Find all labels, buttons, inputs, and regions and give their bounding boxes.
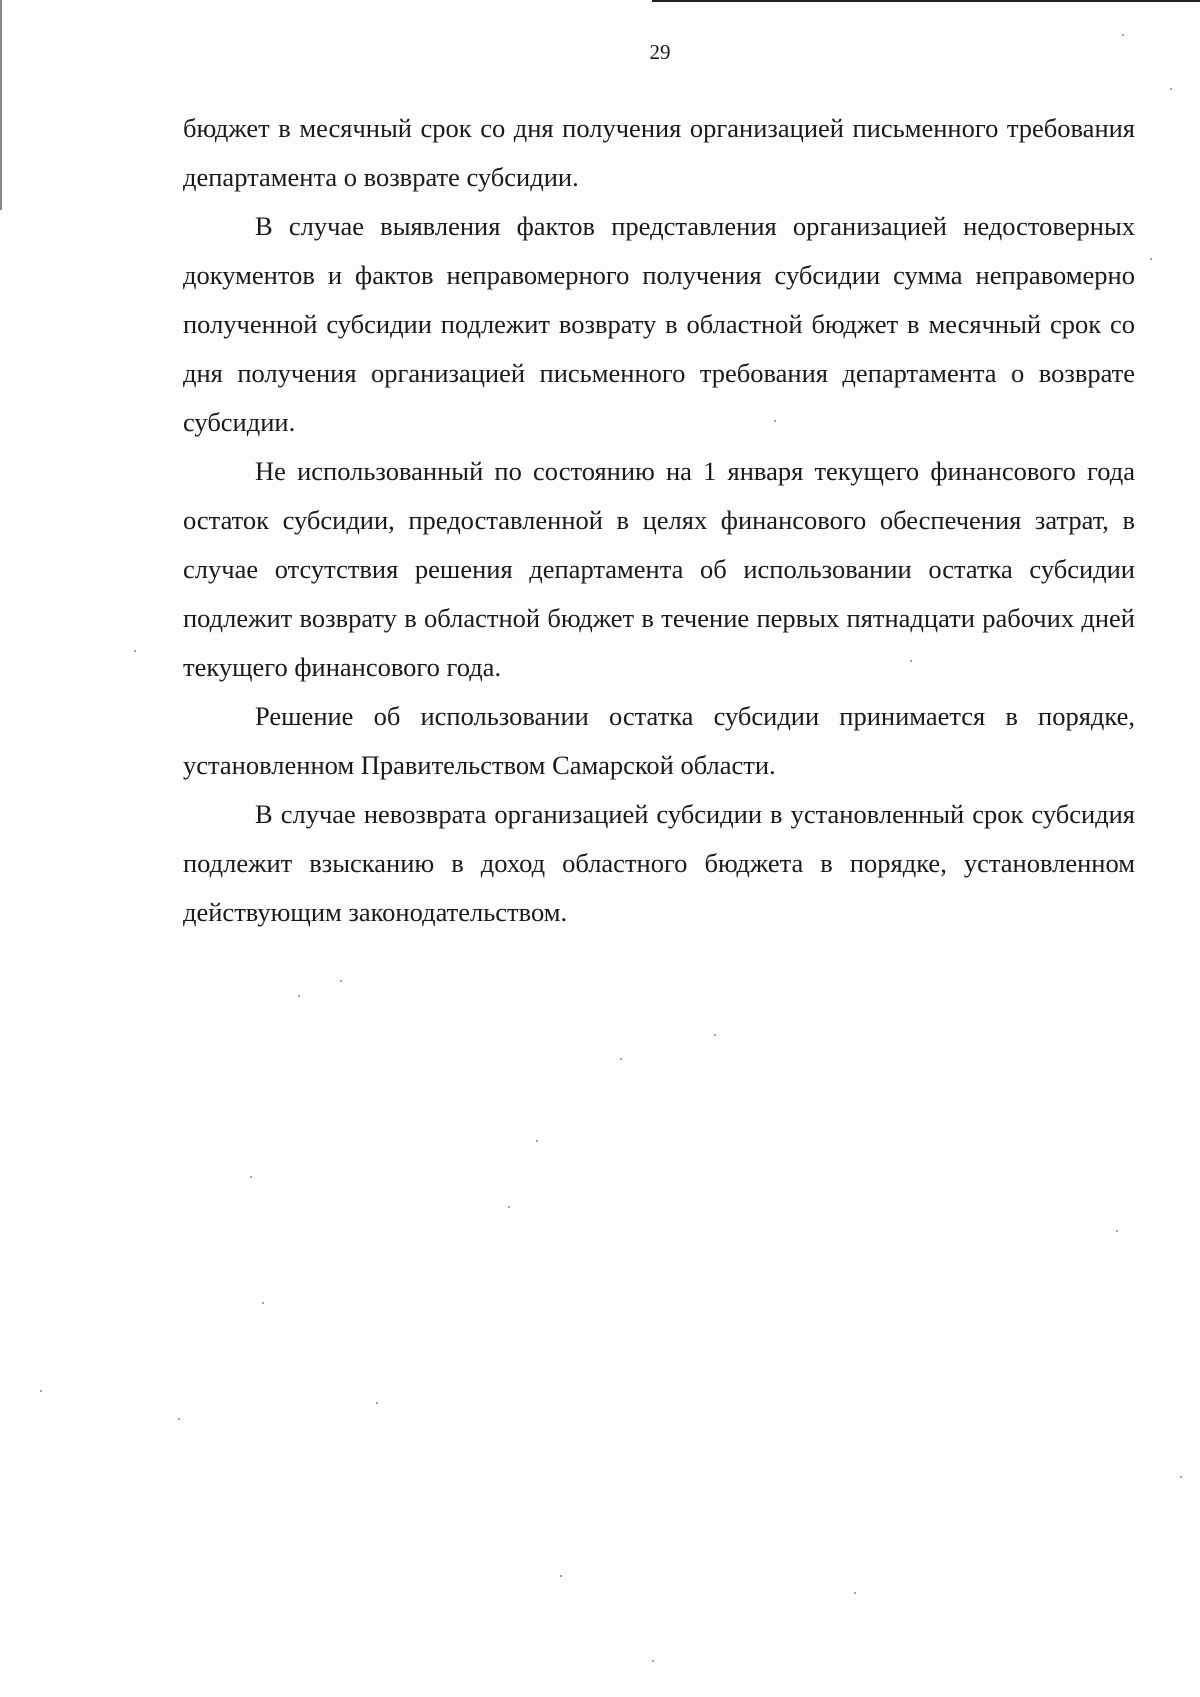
scan-speck	[536, 1140, 538, 1142]
scan-speck	[714, 1034, 716, 1036]
scan-speck	[652, 1660, 654, 1662]
scan-speck	[854, 1592, 856, 1594]
document-body	[183, 104, 1135, 937]
scan-speck	[40, 1390, 42, 1392]
page-number: 29	[649, 40, 671, 64]
scan-speck	[910, 660, 912, 662]
scan-speck	[340, 980, 342, 982]
paragraph-refund-false-documents: В случае выявления фактов представления организацией недостоверных документов и фактов неправомерного получения субсидии сумма неправомерно полученной субсидии подлежит возврату в областной бюджет в месячный срок со дня получения организацией письменного требования департамента о возврате субсидии.	[183, 211, 1135, 437]
scan-speck	[560, 1575, 562, 1577]
scan-speck	[620, 1058, 622, 1060]
paragraph-continuation: бюджет в месячный срок со дня получения организацией письменного требования департамента о возврате субсидии.	[183, 113, 1135, 192]
scan-speck	[134, 650, 136, 652]
scan-speck	[262, 1302, 264, 1304]
paragraph-non-return-recovery: В случае невозврата организацией субсидии в установленный срок субсидия подлежит взысканию в доход областного бюджета в порядке, установленном действующим законодательством.	[183, 799, 1135, 927]
scan-speck	[376, 1402, 378, 1404]
scan-left-edge	[0, 0, 2, 210]
scan-speck	[1116, 1230, 1118, 1232]
scan-speck	[1122, 34, 1124, 36]
scan-speck	[508, 1206, 510, 1208]
top-rule	[652, 0, 1200, 2]
scan-speck	[1180, 1476, 1182, 1478]
scan-speck	[298, 995, 300, 997]
scan-speck	[1150, 258, 1152, 260]
scan-speck	[1170, 88, 1172, 90]
scan-speck	[774, 420, 776, 422]
scan-speck	[250, 1176, 252, 1178]
paragraph-balance-decision: Решение об использовании остатка субсидии принимается в порядке, установленном Правительством Самарской области.	[183, 701, 1135, 780]
scan-speck	[178, 1418, 180, 1420]
paragraph-unused-balance: Не использованный по состоянию на 1 января текущего финансового года остаток субсидии, предоставленной в целях финансового обеспечения затрат, в случае отсутствия решения департамента об использовании остатка субсидии подлежит возврату в областной бюджет в течение первых пятнадцати рабочих дней текущего финансового года.	[183, 456, 1135, 682]
